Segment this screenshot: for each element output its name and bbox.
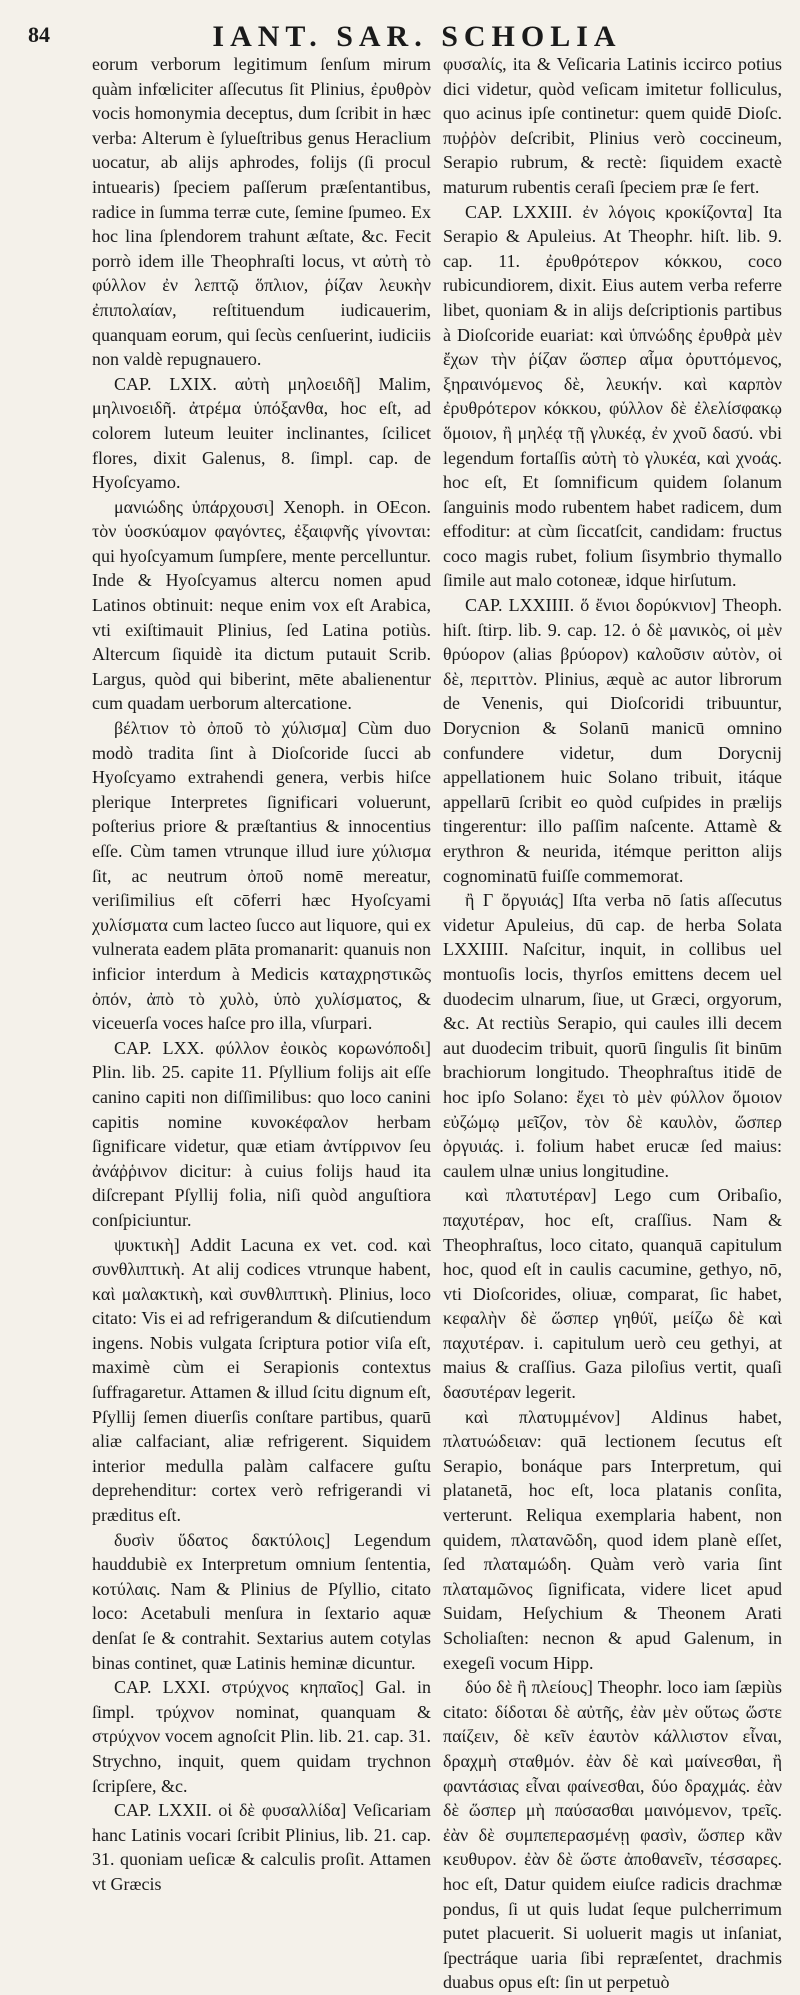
running-title: IANT. SAR. SCHOLIA <box>212 20 622 53</box>
paragraph: καὶ πλατυμμένον] Aldinus habet, πλατυώδειαν: quā lectionem ſecutus eſt Serapio, bonáque pars Interpretum, qui platanetā, hoc eſt, loca platanis conſita, verterunt. Reliqua exemplaria habent, non quidem, πλατανῶδη, quod idem planè eſſet, ſed πλαταμώδη. Quàm verò varia ſint πλαταμῶνος ſignificata, videre licet apud Suidam, Heſychium & Theonem Arati Scholiaſten: necnon & apud Galenum, in exegeſi vocum Hipp. <box>443 1406 782 1673</box>
paragraph: CAP. LXXII. οἱ δὲ φυσαλλίδα] Veſicariam hanc Latinis vocari ſcribit Plinius, lib. 21. cap. 31. quoniam ueſicæ & calculis proſit. Attamen vt Græcis <box>92 1800 431 1894</box>
paragraph: CAP. LXXIII. ἐν λόγοις κροκίζοντα] Ita Serapio & Apuleius. At Theophr. hiſt. lib. 9. cap. 11. ἐρυθρότερον κόκκου, coco rubicundiorem, dixit. Eius autem verba referre libet, quoniam & in alijs deſcriptionis partibus à Dioſcoride euariat: καὶ ὑπνώδης ἐρυθρὰ μὲν ἔχων τὴν ῥίζαν ὥσπερ αἷμα ὀρυττόμενος, ξηραινόμενος δὲ, λευκήν. καὶ καρπὸν ἐρυθρότερον κόκκου, φύλλον δὲ ἐλελίσφακῳ ὅμοιον, ἢ μηλέᾳ τῇ γλυκέᾳ, ἐν χνοῦ δασύ. vbi legendum fortaſſis αὐτὴ τὸ γλυκέα, καὶ χνοάς. hoc eſt, Et ſomnificum quidem ſolanum ſanguinis modo rubentem habet radicem, dum effoditur: at cùm ſiccatſcit, candidam: fructus coco magis rubet, folium ſisymbrio thymallo ſimile aut malo cotoneæ, idque hirſutum. <box>443 201 782 591</box>
page-header <box>64 20 770 54</box>
paragraph: CAP. LXX. φύλλον ἐοικὸς κορωνόποδι] Plin. lib. 25. capite 11. Pſyllium folijs ait eſſe canino capiti non diſſimilibus: quo loco canini capitis nomine κυνοκέφαλον herbam ſignificare videtur, quæ etiam ἀντίρρινον ſeu ἀνάῤῥινον dicitur: à cuius folijs haud ita diſcrepant Pſyllij folia, niſi quòd anguſtiora conſpiciuntur. <box>92 1037 431 1230</box>
paragraph: φυσαλίς, ita & Veſicaria Latinis iccirco potius dici videtur, quòd veſicam imitetur folliculus, quo acinus ipſe continetur: quem quidē Dioſc. πυῤῥὸν deſcribit, Plinius verò coccineum, Serapio rubrum, & rectè: ſiquidem exactè maturum rubentis ceraſi ſpeciem præ ſe fert. <box>443 54 782 197</box>
paragraph: ψυκτικὴ] Addit Lacuna ex vet. cod. καὶ συνθλιπτικὴ. At alij codices vtrunque habent, καὶ μαλακτικὴ, καὶ συνθλιπτικὴ. Plinius, loco citato: Vis ei ad refrigerandum & diſcutiendum ingens. Nobis vulgata ſcriptura potior viſa eſt, maximè cùm ei Serapionis contextus ſuffragaretur. Attamen & illud ſcitu dignum eſt, Pſyllij ſemen diuerſis conſtare partibus, quarū aliæ calfaciant, aliæ refrigerent. Siquidem interior medulla palàm calfacere guſtu deprehenditur: cortex verò refrigerandi vi præditus eſt. <box>92 1234 431 1526</box>
paragraph: CAP. LXIX. αὐτὴ μηλοειδῆ] Malim, μηλινοειδῆ. ἀτρέμα ὑπόξανθα, hoc eſt, ad colorem luteum leuiter inclinantes, ſcilicet flores, dixit Galenus, 8. ſimpl. cap. de Hyoſcyamo. <box>92 373 431 493</box>
text-columns <box>92 52 782 1995</box>
paragraph: eorum verborum legitimum ſenſum mirum quàm infœliciter aſſecutus ſit Plinius, ἐρυθρὸν vocis homonymia deceptus, dum ſcribit in hæc verba: Alterum è ſylueſtribus genus Heraclium uocatur, ab alijs aphrodes, folijs (ſi procul intuearis) ſpeciem paſſerum præſentantibus, radice in ſumma terræ cute, ſemine ſpumeo. Ex hoc lina ſplendorem trahunt æſtate, &c. Fecit porrò idem ille Theophraſti locus, vt αὐτὴ τὸ φύλλον ἐν λεπτῷ ὅπλιον, ῥίζαν λευκὴν ἐπιπολαίαν, reſtituendum iudicauerim, quanquam eorum, qui ſecùs cenſuerint, iudiciis non valdè repugnauero. <box>92 54 431 370</box>
paragraph: CAP. LXXI. στρύχνος κηπαῖος] Gal. in ſimpl. τρύχνον nominat, quanquam & στρύχνον vocem agnoſcit Plin. lib. 21. cap. 31. Strychno, inquit, quem quidam trychnon ſcripſere, &c. <box>92 1677 431 1796</box>
paragraph: CAP. LXXIIII. ὅ ἔνιοι δορύκνιον] Theoph. hiſt. ſtirp. lib. 9. cap. 12. ὁ δὲ μανικὸς, οἱ μὲν θρύορον (alias βρύορον) καλοῦσιν αὐτὸν, οἱ δὲ, περιττὸν. Plinius, æquè ac autor librorum de Venenis, qui Dioſcoridi tribuuntur, Dorycnion & Solanū manicū omnino confundere videtur, dum Dorycnij appellationem huic Solano tribuit, itáque appellarū ſcribit eo quòd cuſpides in prælijs tingerentur: illo paſſim naſcente. Attamè & erythron & neurida, itémque peritton alijs cognominatū fuiſſe commemorat. <box>443 595 782 886</box>
left-column <box>92 52 431 1995</box>
paragraph: μανιώδης ὑπάρχουσι] Xenoph. in OEcon. τὸν ὑοσκύαμον φαγόντες, ἐξαιφνῆς γίνονται: qui hyoſcyamum ſumpſere, mente percelluntur. Inde & Hyoſcyamus altercu nomen apud Latinos obtinuit: neque enim vox eſt Arabica, vti exiſtimauit Plinius, ſed Latina potiùs. Altercum ſiquidè ita dictum putauit Scrib. Largus, quòd qui biberint, mēte abalienentur cum quadam uerborum altercatione. <box>92 496 431 714</box>
paragraph: βέλτιον τὸ ὀποῦ τὸ χύλισμα] Cùm duo modò tradita ſint à Dioſcoride ſucci ab Hyoſcyamo extrahendi genera, verbis hiſce plerique Interpretes ſignificari voluerunt, poſterius priore & præſtantius & innocentius eſſe. Cùm tamen vtrunque illud iure χύλισμα ſit, ac neutrum ὀποῦ nomē mereatur, veriſimilius eſt cōferri hæc Hyoſcyami χυλίσματα cum lacteo ſucco aut liquore, qui ex vulnerata eadem plāta promanarit: quanuis non inficior interdum à Medicis καταχρηστικῶς ὀπόν, ἀπὸ τὸ χυλὸ, ὑπὸ χυλίσματος, & viceuerſa voces haſce pro illa, vſurpari. <box>92 718 431 1034</box>
paragraph: ἢ Γ ὄργυιάς] Iſta verba nō ſatis aſſecutus videtur Apuleius, dū cap. de herba Solata LXXIIII. Naſcitur, inquit, in collibus uel montuoſis locis, thyrſos emittens decem uel duodecim ulnarum, ſiue, ut Græci, orgyorum, &c. At rectiùs Serapio, qui caules illi decem aut duodecim tribuit, quorū ſingulis ſit binūm brachiorum longitudo. Theophraſtus itidē de hoc ipſo Solano: ἔχει τὸ μὲν φύλλον ὅμοιον εὐζώμῳ μεῖζον, τὸν δὲ καυλὸν, ὥσπερ ὀργυιάς. i. folium habet erucæ ſed maius: caulem ulnæ unius longitudine. <box>443 890 782 1181</box>
page-number: 84 <box>28 22 50 47</box>
paragraph: καὶ πλατυτέραν] Lego cum Oribaſio, παχυτέραν, hoc eſt, craſſius. Nam & Theophraſtus, loco citato, quanquā capitulum hoc, quod eſt in caulis cacumine, gethyo, nō, vti Dioſcorides, oliuæ, comparat, ſic habet, κεφαλὴν δὲ ὥσπερ γηθύϊ, μείζω δὲ καὶ παχυτέραν. i. capitulum uerò ceu gethyi, at maius & craſſius. Gaza piloſius vertit, quaſi δασυτέραν legerit. <box>443 1185 782 1403</box>
right-column <box>443 52 782 1995</box>
paragraph: δυσὶν ὕδατος δακτύλοις] Legendum hauddubiè ex Interpretum omnium ſententia, κοτύλαις. Nam & Plinius de Pſyllio, citato loco: Acetabuli menſura in ſextario aquæ denſat ſe & contrahit. Sextarius autem cotylas binas continet, quæ Latinis heminæ dicuntur. <box>92 1529 431 1673</box>
paragraph: δύο δὲ ἢ πλείους] Theophr. loco iam ſæpiùs citato: δίδοται δὲ αὐτῆς, ἐὰν μὲν οὕτως ὥστε παίζειν, δὲ κεῖν ἑαυτὸν κάλλιστον εἶναι, δραχμὴ σταθμόν. ἐὰν δὲ καὶ μαίνεσθαι, ἢ φαντάσιας εἶναι φαίνεσθαι, δύο δραχμάς. ἐὰν δὲ ὥσπερ μὴ παύσασθαι μαινόμενον, τρεῖς. ἐὰν δὲ συμπεπερασμένῃ φασὶν, ὥσπερ κἂν κευθυρον. ἐὰν δὲ ὥστε ἀποθανεῖν, τέσσαρες. hoc eſt, Datur quidem eiuſce radicis drachmæ pondus, ſi ut quis ludat ſeque pulcherrimum putet placuerit. Si uoluerit magis ut inſaniat, ſpectráque uaria ſibi repræſentet, drachmis duabus opus eſt: ſin ut perpetuò <box>443 1677 782 1993</box>
